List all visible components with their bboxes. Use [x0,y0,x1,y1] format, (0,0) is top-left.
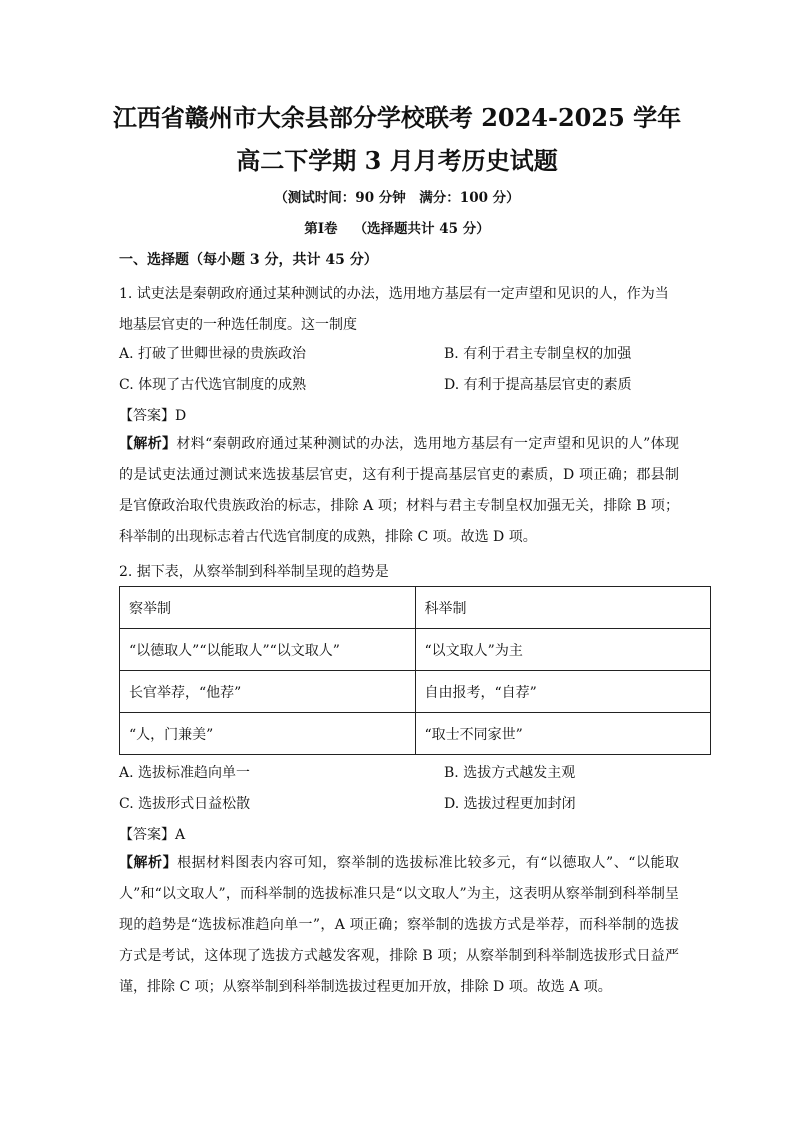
title-line-1: 江西省赣州市大余县部分学校联考 2024-2025 学年 [112,103,682,132]
table-cell: “取士不同家世” [415,713,711,755]
q1-option-a: A. 打破了世卿世禄的贵族政治 [119,346,307,362]
table-cell: 自由报考，“自荐” [415,671,711,713]
q2-analysis-text: 根据材料图表内容可知，察举制的选拔标准比较多元，有“以德取人”、“以能取人”和“以文取人”，而科举制的选拔标准只是“以文取人”为主，这表明从察举制到科举制呈现的趋势是“选拔标准趋向单一”，A 项正确；察举制的选拔方式是举荐，而科举制的选拔方式是考试，这体现了选拔方式越发客观，排除 B 项；从察举制到科举制选拔形式日益严谨，排除 C 项；从察举制到科举制选拔过程更加开放，排除 D 项。故选 A 项。 [119,855,679,995]
q1-option-d: D. 有利于提高基层官吏的素质 [444,377,632,393]
q1-analysis-text: 材料“秦朝政府通过某种测试的办法，选用地方基层有一定声望和见识的人”体现的是试吏法通过测试来选拔基层官吏，这有利于提高基层官吏的素质，D 项正确；郡县制是官僚政治取代贵族政治的标志，排除 A 项；材料与君主专制皇权加强无关，排除 B 项；科举制的出现标志着古代选官制度的成熟，排除 C 项。故选 D 项。 [119,436,680,545]
q2-option-c: C. 选拔形式日益松散 [119,796,251,812]
volume-heading [0,217,794,237]
q1-option-c: C. 体现了古代选官制度的成熟 [119,377,307,393]
table-cell: “人，门兼美” [120,713,416,755]
section-heading: 一、选择题（每小题 3 分，共计 45 分） [119,252,378,268]
q1-option-b: B. 有利于君主专制皇权的加强 [444,346,632,362]
q1-answer: 【答案】D [119,408,187,424]
q2-option-d: D. 选拔过程更加封闭 [444,796,576,812]
q2-analysis-label: 【解析】 [119,855,178,871]
exam-info: （测试时间：90 分钟 满分：100 分） [274,190,520,206]
table-cell: “以德取人”“以能取人”“以文取人” [120,629,416,671]
table-cell: “以文取人”为主 [415,629,711,671]
q2-answer: 【答案】A [119,827,186,843]
q1-analysis [119,429,679,553]
table-header-row [120,587,711,629]
volume-note: （选择题共计 45 分） [353,221,490,237]
table-row [120,713,711,755]
table-header-cell: 察举制 [120,587,416,629]
volume-label: 第Ⅰ卷 [304,221,338,237]
q2-stem: 2. 据下表，从察举制到科举制呈现的趋势是 [119,564,389,580]
table-cell: 长官举荐，“他荐” [120,671,416,713]
table-header-cell: 科举制 [415,587,711,629]
q1-analysis-label: 【解析】 [119,436,177,452]
q2-option-a: A. 选拔标准趋向单一 [119,765,251,781]
q1-stem: 1. 试吏法是秦朝政府通过某种测试的办法，选用地方基层有一定声望和见识的人，作为当地基层官吏的一种选任制度。这一制度 [119,286,669,333]
q2-analysis [119,848,679,1003]
table-row [120,671,711,713]
table-row [120,629,711,671]
q2-option-b: B. 选拔方式越发主观 [444,765,576,781]
title-line-2: 高二下学期 3 月月考历史试题 [236,146,558,175]
q2-table [119,586,711,755]
